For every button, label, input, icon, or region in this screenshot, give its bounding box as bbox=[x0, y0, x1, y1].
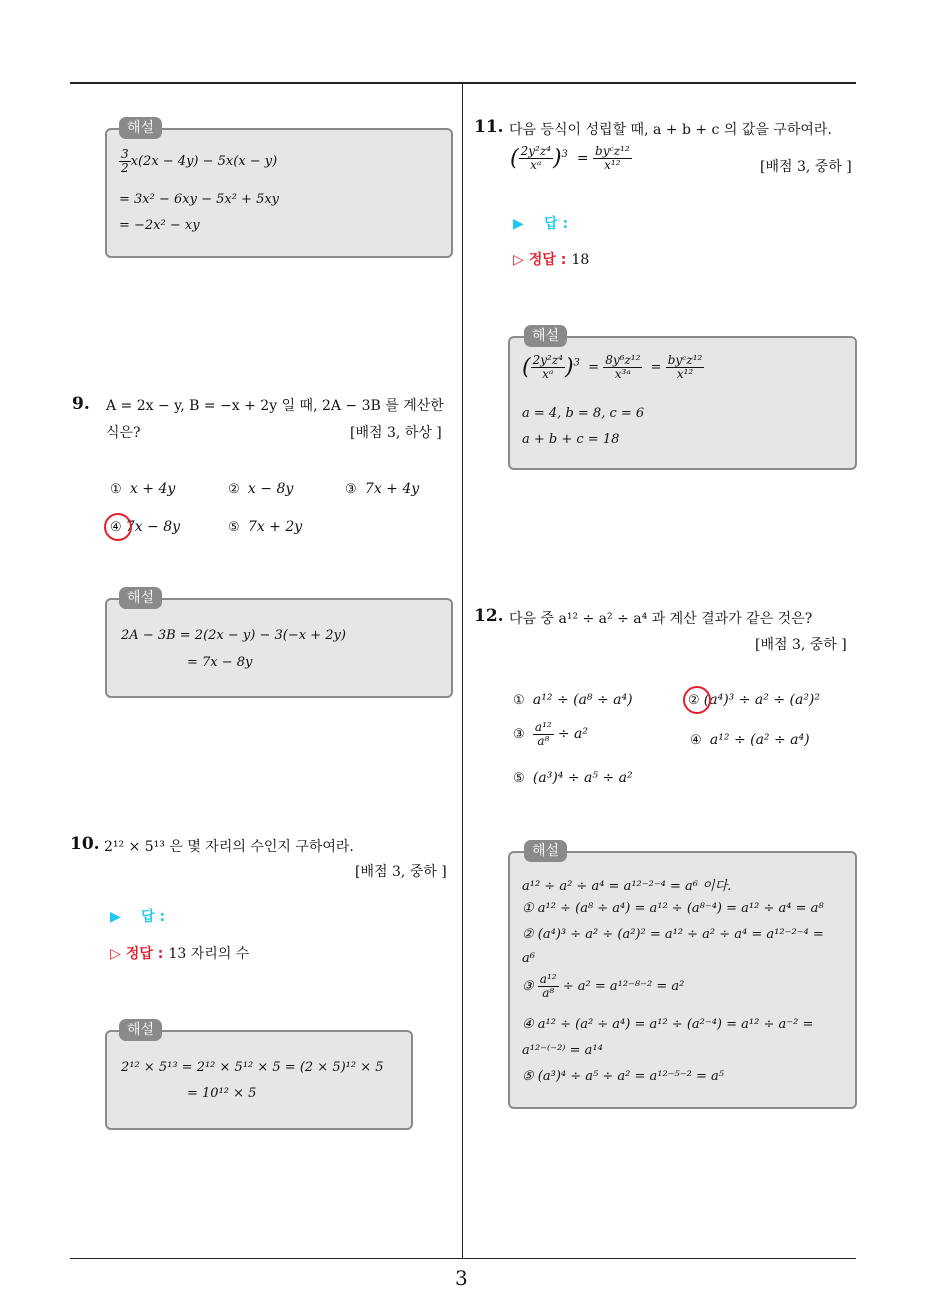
solution-box-q12 bbox=[508, 851, 857, 1109]
solution-line: = 10¹² × 5 bbox=[187, 1086, 257, 1101]
question-text-12: 다음 중 a¹² ÷ a² ÷ a⁴ 과 계산 결과가 같은 것은? bbox=[509, 611, 813, 627]
question-text-9: A = 2x − y, B = −x + 2y 일 때, 2A − 3B 를 계산한 bbox=[106, 398, 444, 414]
solution-line: = 3x² − 6xy − 5x² + 5xy bbox=[119, 192, 280, 207]
question-number-9: 9. bbox=[72, 394, 90, 414]
correct-value: 13 자리의 수 bbox=[168, 946, 250, 962]
solution-line: $\frac{3}{2}$ x(2x − 4y) − 5x(x − y) bbox=[121, 147, 278, 175]
choice-item[interactable]: ② x − 8y bbox=[228, 481, 294, 497]
top-rule bbox=[70, 82, 856, 84]
question-number-11: 11. bbox=[474, 117, 504, 137]
solution-line: a¹²⁻⁽⁻²⁾ = a¹⁴ bbox=[522, 1043, 603, 1058]
choice-item[interactable]: ① a¹² ÷ (a⁸ ÷ a⁴) bbox=[513, 692, 633, 708]
solution-tag: 해설 bbox=[119, 587, 162, 609]
correct-answer-row bbox=[110, 943, 249, 963]
solution-line: ③ $\frac{\text{a¹²}}{\text{a⁸}}$ ÷ a² = a¹²⁻⁸⁻² = a² bbox=[522, 972, 685, 1000]
choice-item[interactable]: ④ a¹² ÷ (a² ÷ a⁴) bbox=[690, 732, 810, 748]
answer-row bbox=[513, 213, 568, 233]
answer-row bbox=[110, 906, 165, 926]
solution-tag: 해설 bbox=[119, 1019, 162, 1041]
question-score-11: [배점 3, 중하 ] bbox=[760, 159, 852, 175]
solution-box-q11 bbox=[508, 336, 857, 470]
column-divider bbox=[462, 84, 463, 1259]
question-score-10: [배점 3, 중하 ] bbox=[355, 864, 447, 880]
solution-line: ⑤ (a³)⁴ ÷ a⁵ ÷ a² = a¹²⁻⁵⁻² = a⁵ bbox=[522, 1069, 724, 1084]
answer-circle-mark bbox=[683, 686, 711, 714]
solution-line: 2A − 3B = 2(2x − y) − 3(−x + 2y) bbox=[121, 628, 346, 643]
solution-box-q9 bbox=[105, 598, 453, 698]
solution-line: ( $\frac{\text{2y²z⁴}}{\text{xᵃ}}$ )$^3$ = $\frac{\text{8y⁶z¹²}}{\text{x³ᵃ}}$ = $\frac{\text{byᶜz¹²}}{\text{x¹²}}$ bbox=[522, 353, 703, 381]
question-text-11: 다음 등식이 성립할 때, a + b + c 의 값을 구하여라. bbox=[509, 122, 832, 138]
solution-tag: 해설 bbox=[119, 117, 162, 139]
answer-arrow-icon: ▶ bbox=[513, 216, 524, 232]
solution-tag: 해설 bbox=[524, 840, 567, 862]
question-equation-11: ( $\frac{\text{2y²z⁴}}{\text{xᵃ}}$ )$^3$ = $\frac{\text{byᶜz¹²}}{\text{x¹²}}$ bbox=[510, 144, 630, 172]
solution-line: ② (a⁴)³ ÷ a² ÷ (a²)² = a¹² ÷ a² ÷ a⁴ = a¹²⁻²⁻⁴ = bbox=[522, 927, 824, 942]
solution-line: ④ a¹² ÷ (a² ÷ a⁴) = a¹² ÷ (a²⁻⁴) = a¹² ÷ a⁻² = bbox=[522, 1017, 814, 1032]
answer-label: 답 : bbox=[141, 909, 166, 925]
solution-line: a⁶ bbox=[522, 951, 535, 966]
bottom-rule bbox=[70, 1258, 856, 1259]
choice-item[interactable]: ③ 7x + 4y bbox=[345, 481, 420, 497]
solution-line: = −2x² − xy bbox=[119, 218, 200, 233]
question-score-12: [배점 3, 중하 ] bbox=[755, 637, 847, 653]
choice-item-selected[interactable]: ④ 7x − 8y bbox=[110, 519, 181, 535]
correct-answer-row bbox=[513, 249, 589, 269]
question-text-9b: 식은? bbox=[106, 425, 141, 441]
solution-box-q8 bbox=[105, 128, 453, 258]
solution-line: a¹² ÷ a² ÷ a⁴ = a¹²⁻²⁻⁴ = a⁶ 이다. bbox=[522, 879, 732, 894]
correct-arrow-icon: ▷ bbox=[110, 946, 121, 962]
choice-item-selected[interactable]: ② (a⁴)³ ÷ a² ÷ (a²)² bbox=[688, 692, 821, 708]
solution-line: a + b + c = 18 bbox=[522, 432, 620, 447]
correct-label: 정답 : bbox=[528, 252, 567, 268]
question-number-12: 12. bbox=[474, 606, 504, 626]
solution-line: = 7x − 8y bbox=[187, 655, 253, 670]
solution-box-q10 bbox=[105, 1030, 413, 1130]
answer-arrow-icon: ▶ bbox=[110, 909, 121, 925]
correct-arrow-icon: ▷ bbox=[513, 252, 524, 268]
choice-item[interactable]: ① x + 4y bbox=[110, 481, 176, 497]
solution-tag: 해설 bbox=[524, 325, 567, 347]
choice-item[interactable]: ⑤ 7x + 2y bbox=[228, 519, 303, 535]
question-number-10: 10. bbox=[70, 834, 100, 854]
solution-line: 2¹² × 5¹³ = 2¹² × 5¹² × 5 = (2 × 5)¹² × 5 bbox=[121, 1060, 384, 1075]
page-number: 3 bbox=[455, 1266, 468, 1290]
correct-value: 18 bbox=[571, 252, 590, 268]
choice-item[interactable]: ③ $\frac{\text{a¹²}}{\text{a⁸}}$ ÷ a² bbox=[513, 720, 588, 748]
choice-item[interactable]: ⑤ (a³)⁴ ÷ a⁵ ÷ a² bbox=[513, 770, 633, 786]
solution-line: ① a¹² ÷ (a⁸ ÷ a⁴) = a¹² ÷ (a⁸⁻⁴) = a¹² ÷ a⁴ = a⁸ bbox=[522, 901, 824, 916]
answer-circle-mark bbox=[104, 513, 132, 541]
question-text-10: 2¹² × 5¹³ 은 몇 자리의 수인지 구하여라. bbox=[104, 839, 354, 855]
solution-line: a = 4, b = 8, c = 6 bbox=[522, 406, 645, 421]
answer-label: 답 : bbox=[544, 216, 569, 232]
correct-label: 정답 : bbox=[125, 946, 164, 962]
question-score-9: [배점 3, 하상 ] bbox=[350, 425, 442, 441]
